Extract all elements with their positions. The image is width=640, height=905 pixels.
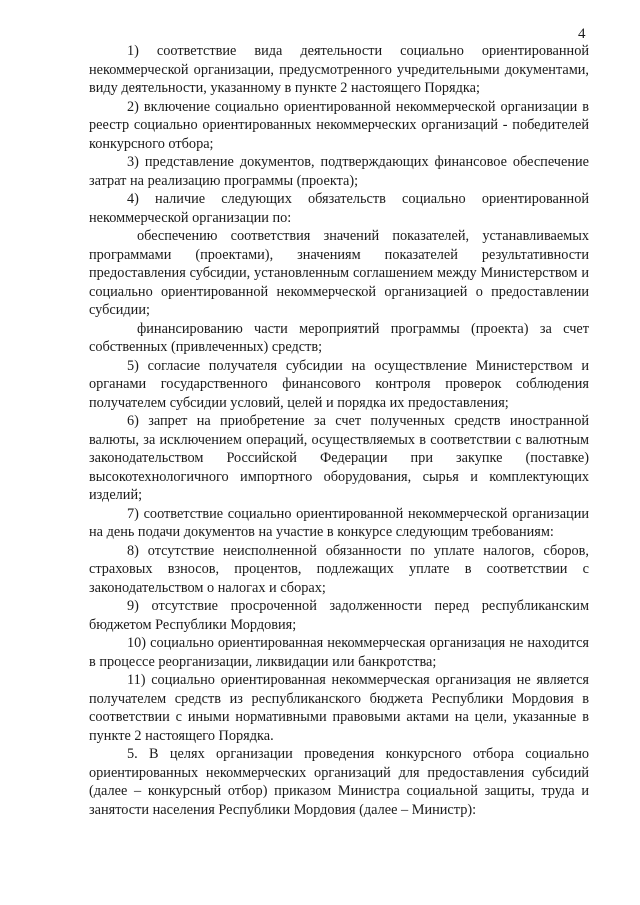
document-body: [89, 42, 589, 819]
paragraph-item-8: 8) отсутствие неисполненной обязанности по уплате налогов, сборов, страховых взносов, процентов, подлежащих уплате в соответствии с законодательством о налогах и сборах;: [89, 542, 589, 596]
paragraph-item-9: 9) отсутствие просроченной задолженности перед республиканским бюджетом Республики Мордовия;: [89, 598, 589, 633]
paragraph-obligation-1: обеспечению соответствия значений показателей, устанавливаемых программами (проектами), значениям показателей результативности предоставления субсидии, установленным соглашением между Министерством и социально ориентированной некоммерческой организацией о предоставлении субсидии;: [89, 228, 589, 318]
paragraph-item-6: 6) запрет на приобретение за счет полученных средств иностранной валюты, за исключением операций, осуществляемых в соответствии с валютным законодательством Российской Федерации при закупке (поставке) высокотехнологичного импортного оборудования, сырья и комплектующих изделий;: [89, 413, 589, 503]
paragraph-item-2: 2) включение социально ориентированной некоммерческой организации в реестр социально ориентированных некоммерческих организаций - победителей конкурсного отбора;: [89, 98, 589, 152]
paragraph-obligation-2: финансированию части мероприятий программы (проекта) за счет собственных (привлеченных) средств;: [89, 320, 589, 355]
paragraph-item-1: 1) соответствие вида деятельности социально ориентированной некоммерческой организации, предусмотренного учредительными документами, виду деятельности, указанному в пункте 2 настоящего Порядка;: [89, 43, 589, 96]
paragraph-item-5: 5) согласие получателя субсидии на осуществление Министерством и органами государственного финансового контроля проверок соблюдения получателем субсидии условий, целей и порядка их предоставления;: [89, 357, 589, 411]
paragraph-item-7: 7) соответствие социально ориентированной некоммерческой организации на день подачи документов на участие в конкурсе следующим требованиям:: [89, 505, 589, 540]
page-number: 4: [578, 26, 586, 42]
paragraph-item-3: 3) представление документов, подтверждающих финансовое обеспечение затрат на реализацию программы (проекта);: [89, 154, 589, 189]
paragraph-item-4: 4) наличие следующих обязательств социально ориентированной некоммерческой организации по:: [89, 191, 589, 226]
paragraph-item-10: 10) социально ориентированная некоммерческая организация не находится в процессе реорганизации, ликвидации или банкротства;: [89, 635, 589, 670]
paragraph-section-5: 5. В целях организации проведения конкурсного отбора социально ориентированных некоммерческих организаций для предоставления субсидий (далее – конкурсный отбор) приказом Министра социальной защиты, труда и занятости населения Республики Мордовия (далее – Министр):: [89, 746, 589, 818]
paragraph-item-11: 11) социально ориентированная некоммерческая организация не является получателем средств из республиканского бюджета Республики Мордовия в соответствии с иными нормативными правовыми актами на цели, указанные в пункте 2 настоящего Порядка.: [89, 672, 589, 744]
